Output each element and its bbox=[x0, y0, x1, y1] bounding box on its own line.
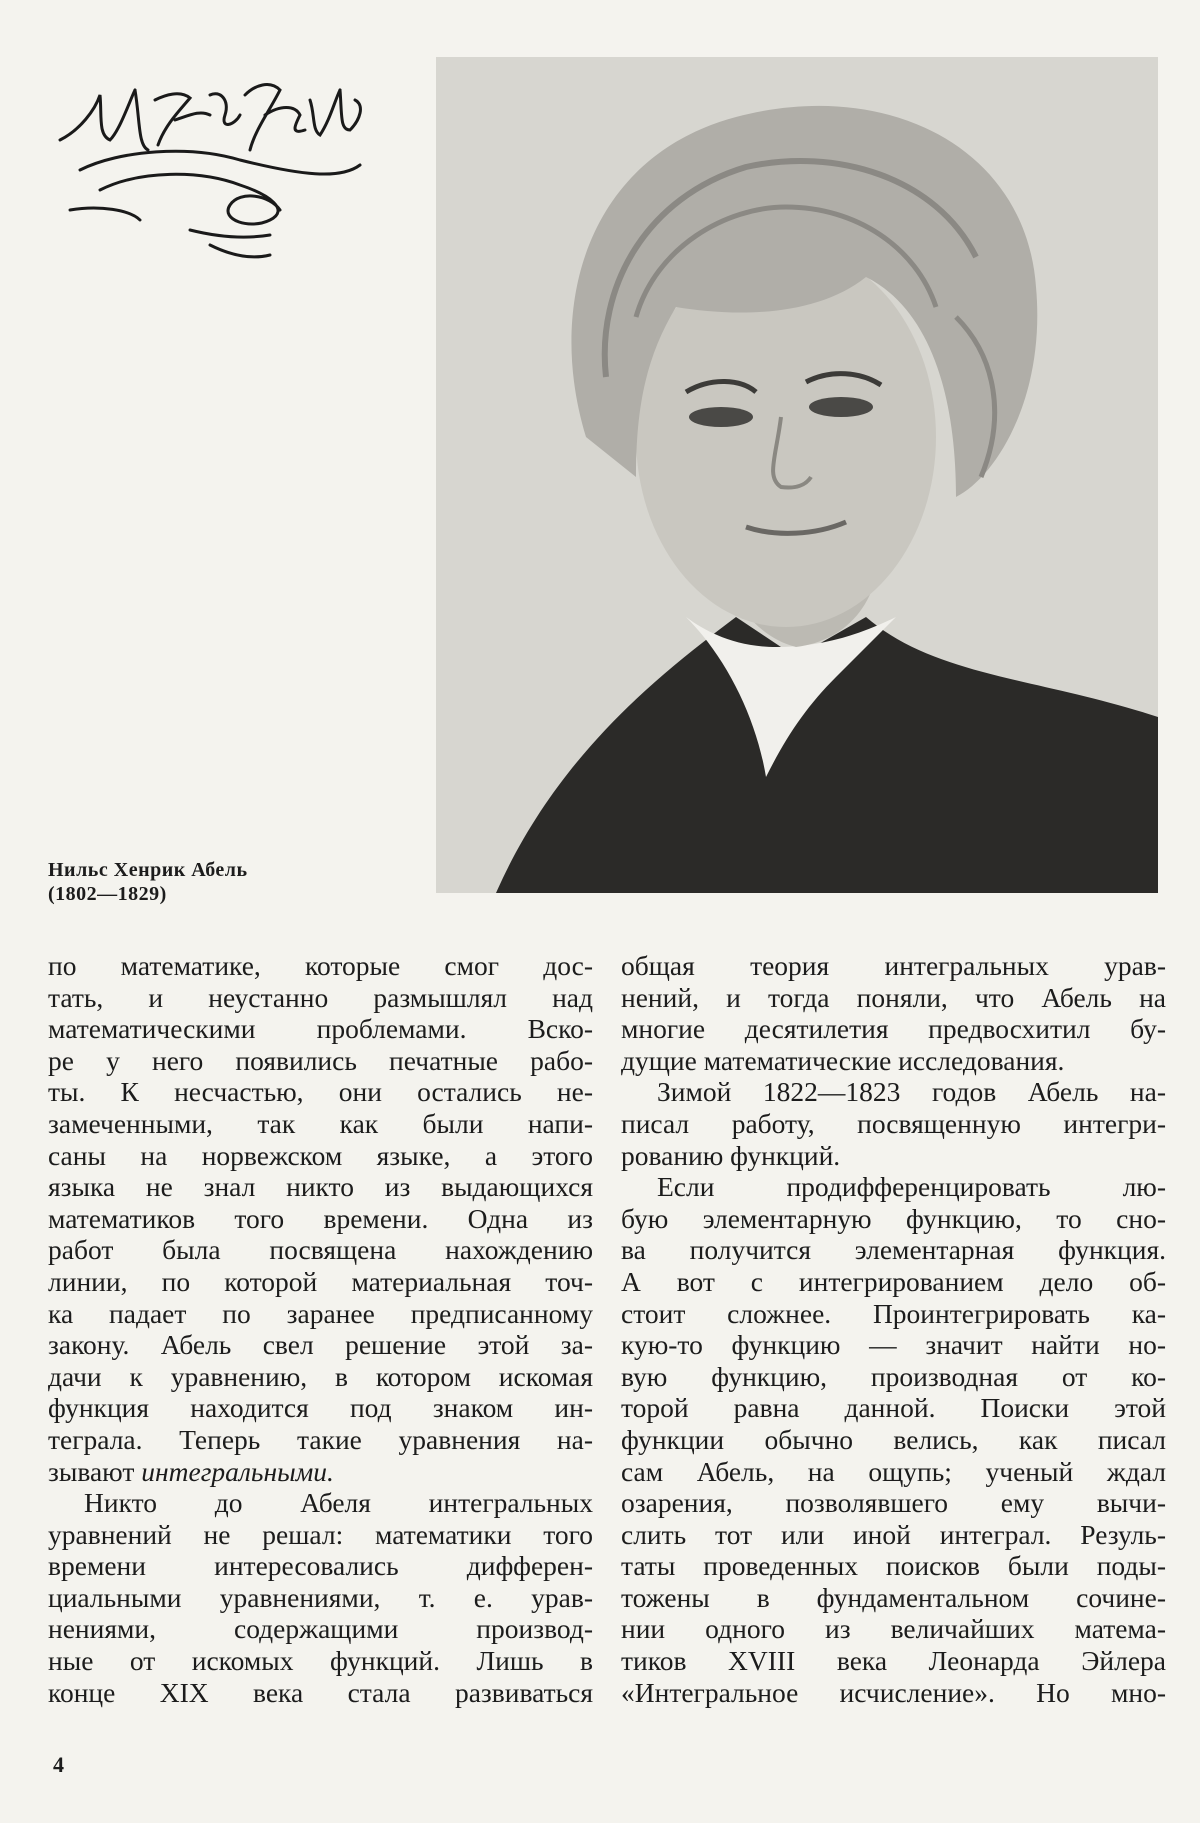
text-line: конце XIX века стала развиваться bbox=[48, 1676, 593, 1708]
text-line: времени интересовались дифферен- bbox=[48, 1550, 593, 1582]
paragraph bbox=[48, 950, 593, 1487]
text-line: Зимой 1822—1823 годов Абель на- bbox=[657, 1076, 1166, 1108]
text-line: Никто до Абеля интегральных bbox=[84, 1487, 593, 1519]
page-number: 4 bbox=[53, 1752, 64, 1777]
text-line: функции обычно велись, как писал bbox=[621, 1423, 1166, 1455]
text-line: работ была посвящена нахождению bbox=[48, 1234, 593, 1266]
text-line: тиков XVIII века Леонарда Эйлера bbox=[621, 1645, 1166, 1677]
text-line: дущие математические исследования. bbox=[621, 1044, 1065, 1076]
portrait-image bbox=[436, 57, 1158, 893]
text-line: рованию функций. bbox=[621, 1139, 841, 1171]
text-line: нии одного из величайших матема- bbox=[621, 1613, 1166, 1645]
text-column-right bbox=[621, 950, 1166, 1708]
portrait-caption bbox=[48, 858, 378, 906]
paragraph bbox=[621, 950, 1166, 1076]
text-line: писал работу, посвященную интегри- bbox=[621, 1107, 1166, 1139]
text-line: по математике, которые смог дос- bbox=[48, 950, 593, 981]
signature-image bbox=[40, 70, 410, 270]
text-line: тать, и неустанно размышлял над bbox=[48, 981, 593, 1013]
text-column-left bbox=[48, 950, 593, 1708]
text-line: стоит сложнее. Проинтегрировать ка- bbox=[621, 1297, 1166, 1329]
text-line: ные от искомых функций. Лишь в bbox=[48, 1645, 593, 1677]
text-line: нений, и тогда поняли, что Абель на bbox=[621, 981, 1166, 1013]
text-line: замеченными, так как были напи- bbox=[48, 1107, 593, 1139]
text-line: А вот с интегрированием дело об- bbox=[621, 1265, 1166, 1297]
caption-years: (1802—1829) bbox=[48, 883, 167, 905]
text-line-with-italic bbox=[48, 1456, 593, 1488]
text-line: бую элементарную функцию, то сно- bbox=[621, 1202, 1166, 1234]
text-line: озарения, позволявшего ему вычи- bbox=[621, 1487, 1166, 1519]
text-line: циальными уравнениями, т. е. урав- bbox=[48, 1581, 593, 1613]
text-line: закону. Абель свел решение этой за- bbox=[48, 1329, 593, 1361]
text-line: ва получится элементарная функция. bbox=[621, 1234, 1166, 1266]
paragraph bbox=[621, 1171, 1166, 1708]
text-line: ре у него появились печатные рабо- bbox=[48, 1044, 593, 1076]
text-line: теграла. Теперь такие уравнения на- bbox=[48, 1423, 593, 1455]
text-line: саны на норвежском языке, а этого bbox=[48, 1139, 593, 1171]
text-fragment: зывают bbox=[48, 1455, 142, 1487]
text-line: «Интегральное исчисление». Но мно- bbox=[621, 1676, 1166, 1708]
text-line: тожены в фундаментальном сочине- bbox=[621, 1581, 1166, 1613]
text-line: дачи к уравнению, в котором искомая bbox=[48, 1360, 593, 1392]
text-line: языка не знал никто из выдающихся bbox=[48, 1171, 593, 1203]
paragraph bbox=[48, 1487, 593, 1708]
text-line: Если продифференцировать лю- bbox=[657, 1171, 1166, 1203]
text-line: кую-то функцию — значит найти но- bbox=[621, 1329, 1166, 1361]
paragraph bbox=[621, 1076, 1166, 1171]
text-line: таты проведенных поисков были поды- bbox=[621, 1550, 1166, 1582]
text-line: математическими проблемами. Вско- bbox=[48, 1013, 593, 1045]
text-line: функция находится под знаком ин- bbox=[48, 1392, 593, 1424]
text-line: многие десятилетия предвосхитил бу- bbox=[621, 1013, 1166, 1045]
text-line: вую функцию, производная от ко- bbox=[621, 1360, 1166, 1392]
text-line: сам Абель, на ощупь; ученый ждал bbox=[621, 1455, 1166, 1487]
text-line: слить тот или иной интеграл. Резуль- bbox=[621, 1518, 1166, 1550]
text-line: ты. К несчастью, они остались не- bbox=[48, 1076, 593, 1108]
text-line: торой равна данной. Поиски этой bbox=[621, 1392, 1166, 1424]
caption-name: Нильс Хенрик Абель bbox=[48, 859, 248, 881]
text-line: нениями, содержащими производ- bbox=[48, 1613, 593, 1645]
italic-term: интегральными. bbox=[141, 1455, 334, 1487]
text-line: линии, по которой материальная точ- bbox=[48, 1265, 593, 1297]
text-line: математиков того времени. Одна из bbox=[48, 1202, 593, 1234]
text-line: уравнений не решал: математики того bbox=[48, 1518, 593, 1550]
text-line: ка падает по заранее предписанному bbox=[48, 1297, 593, 1329]
text-line: общая теория интегральных урав- bbox=[621, 950, 1166, 981]
